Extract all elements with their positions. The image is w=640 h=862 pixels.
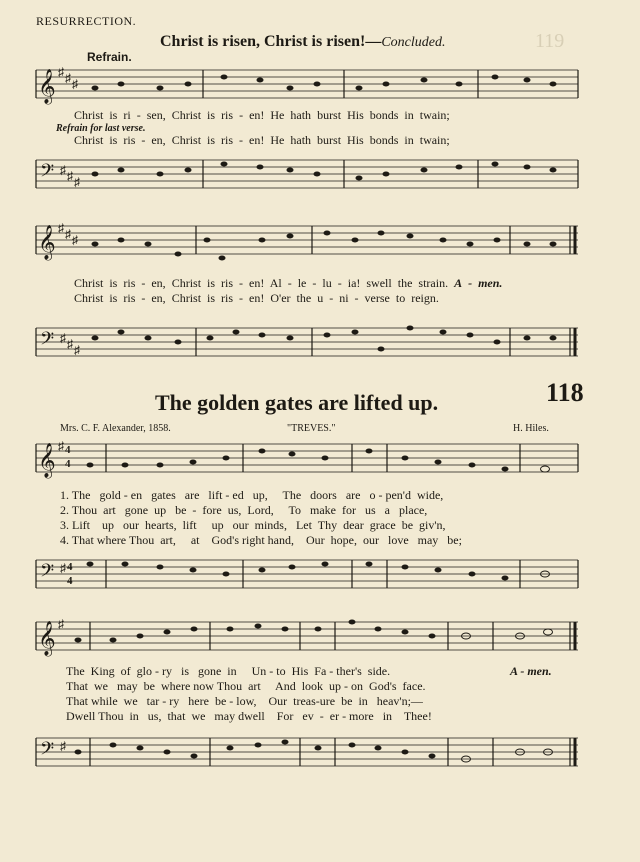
music-staff bbox=[0, 66, 640, 106]
svg-text:♯: ♯ bbox=[67, 337, 73, 351]
lyric-word: Christ bbox=[74, 133, 104, 147]
music-staff bbox=[0, 440, 640, 480]
svg-text:𝄢: 𝄢 bbox=[40, 328, 55, 353]
lyric-line bbox=[74, 291, 439, 306]
svg-text:4: 4 bbox=[67, 561, 73, 573]
lyric-word: en, bbox=[151, 133, 166, 147]
lyric-word: - bbox=[141, 291, 146, 305]
lyric-word: is bbox=[207, 108, 216, 122]
lyric-word: He bbox=[270, 133, 285, 147]
lyric-word: - bbox=[136, 108, 141, 122]
svg-text:4: 4 bbox=[65, 444, 71, 456]
lyric-word: - bbox=[239, 108, 244, 122]
section-label: RESURRECTION. bbox=[36, 14, 137, 28]
lyric-word: ris bbox=[123, 276, 136, 290]
lyric-word: en, bbox=[151, 276, 166, 290]
lyric-word: en, bbox=[151, 291, 166, 305]
music-staff bbox=[0, 150, 640, 195]
faded-page-number: 119 bbox=[535, 30, 565, 52]
svg-text:4: 4 bbox=[65, 458, 71, 470]
lyric-word: en! bbox=[249, 276, 265, 290]
lyric-word: - bbox=[312, 276, 317, 290]
svg-text:♯: ♯ bbox=[58, 221, 64, 235]
lyric-word: - bbox=[141, 133, 146, 147]
music-staff bbox=[0, 728, 640, 778]
lyric-word: en! bbox=[249, 108, 265, 122]
svg-text:𝄞: 𝄞 bbox=[38, 444, 56, 477]
lyric-word: to bbox=[395, 291, 406, 305]
svg-text:♯: ♯ bbox=[65, 227, 71, 241]
refrain-last-verse-label: Refrain for last verse. bbox=[56, 123, 146, 134]
svg-text:𝄢: 𝄢 bbox=[40, 160, 55, 185]
lyric-word: twain; bbox=[419, 133, 450, 147]
lyric-word: He bbox=[270, 108, 285, 122]
refrain-label: Refrain. bbox=[87, 50, 132, 64]
lyric-word: en! bbox=[249, 133, 265, 147]
hymn-number: 118 bbox=[546, 378, 584, 407]
svg-text:♯: ♯ bbox=[72, 233, 78, 247]
lyric-word: is bbox=[109, 108, 118, 122]
lyric-word: A bbox=[454, 276, 463, 290]
verse-line: 3. Lift up our hearts, lift up our minds, Let Thy dear grace be giv'n, bbox=[60, 518, 446, 532]
lyric-word: burst bbox=[317, 133, 342, 147]
lyric-word: Christ bbox=[171, 133, 202, 147]
lyric-word: O'er bbox=[270, 291, 291, 305]
lyric-word: - bbox=[141, 276, 146, 290]
lyric-word: is bbox=[109, 291, 118, 305]
svg-text:♯: ♯ bbox=[60, 561, 66, 575]
lyric-word: - bbox=[354, 291, 359, 305]
lyric-word: ris bbox=[123, 133, 136, 147]
svg-text:𝄞: 𝄞 bbox=[38, 70, 56, 103]
svg-text:𝄢: 𝄢 bbox=[40, 560, 55, 585]
svg-text:♯: ♯ bbox=[65, 71, 71, 85]
lyric-word: hath bbox=[290, 108, 312, 122]
lyric-word: Christ bbox=[74, 108, 104, 122]
lyric-word: le bbox=[297, 276, 307, 290]
lyric-word: - bbox=[468, 276, 473, 290]
lyric-word: the bbox=[296, 291, 312, 305]
lyric-word: burst bbox=[317, 108, 342, 122]
hymn-tune: "TREVES." bbox=[287, 423, 336, 434]
svg-text:𝄞: 𝄞 bbox=[38, 226, 56, 259]
svg-text:♯: ♯ bbox=[60, 331, 66, 345]
lyric-word: en! bbox=[249, 291, 265, 305]
svg-text:♯: ♯ bbox=[58, 65, 64, 79]
lyric-word: men. bbox=[478, 276, 503, 290]
verse-line: 4. That where Thou art, at God's right hand, Our hope, our love may be; bbox=[60, 533, 462, 547]
lyric-word: ris bbox=[221, 276, 234, 290]
hymn-composer: H. Hiles. bbox=[513, 423, 549, 434]
amen-text: A - men. bbox=[510, 664, 552, 678]
lyric-word: bonds bbox=[369, 108, 399, 122]
svg-text:♯: ♯ bbox=[60, 163, 66, 177]
lyric-word: ris bbox=[221, 291, 234, 305]
lyric-word: ris bbox=[221, 108, 234, 122]
lyric-word: - bbox=[337, 276, 342, 290]
svg-text:♯: ♯ bbox=[58, 439, 64, 453]
lyric-word: ia! bbox=[347, 276, 361, 290]
lyric-word: is bbox=[109, 133, 118, 147]
music-staff bbox=[0, 318, 640, 363]
hymn-title-top bbox=[160, 33, 445, 51]
music-staff bbox=[0, 222, 640, 267]
lyric-word: lu bbox=[322, 276, 332, 290]
lyric-word: is bbox=[207, 276, 216, 290]
lyric-word: in bbox=[404, 108, 414, 122]
lyric-word: - bbox=[329, 291, 334, 305]
hymn-author: Mrs. C. F. Alexander, 1858. bbox=[60, 423, 171, 434]
svg-text:♯: ♯ bbox=[74, 175, 80, 189]
lyric-word: u bbox=[317, 291, 324, 305]
svg-text:4: 4 bbox=[67, 575, 73, 587]
lyric-word: the bbox=[397, 276, 413, 290]
svg-text:♯: ♯ bbox=[58, 617, 64, 631]
lyric-word: in bbox=[404, 133, 414, 147]
lyric-word: twain; bbox=[419, 108, 450, 122]
svg-text:𝄢: 𝄢 bbox=[40, 738, 55, 763]
hymn-title-text: Christ is risen, Christ is risen!— bbox=[160, 33, 382, 50]
lyric-word: Christ bbox=[171, 291, 202, 305]
verse-line: Dwell Thou in us, that we may dwell For ev - er - more in Thee! bbox=[66, 709, 432, 723]
lyric-word: ni bbox=[339, 291, 349, 305]
lyric-word: verse bbox=[364, 291, 390, 305]
music-staff bbox=[0, 550, 640, 595]
lyric-line bbox=[74, 276, 502, 291]
svg-text:♯: ♯ bbox=[72, 77, 78, 91]
lyric-word: ris bbox=[221, 133, 234, 147]
lyric-line bbox=[74, 133, 450, 148]
lyric-word: is bbox=[109, 276, 118, 290]
verse-line: The King of glo - ry is gone in Un - to His Fa - ther's side. bbox=[66, 664, 391, 678]
lyric-word: hath bbox=[290, 133, 312, 147]
lyric-word: - bbox=[287, 276, 292, 290]
lyric-word: Christ bbox=[171, 276, 202, 290]
lyric-word: ris bbox=[123, 291, 136, 305]
verse-line: 1. The gold - en gates are lift - ed up, The doors are o - pen'd wide, bbox=[60, 488, 444, 502]
hymn-title-suffix: Concluded. bbox=[381, 35, 446, 50]
lyric-word: His bbox=[347, 108, 364, 122]
lyric-word: sen, bbox=[146, 108, 166, 122]
lyric-word: is bbox=[207, 291, 216, 305]
svg-text:♯: ♯ bbox=[74, 343, 80, 357]
lyric-word: - bbox=[239, 133, 244, 147]
lyric-word: Christ bbox=[171, 108, 202, 122]
verse-line: That we may be where now Thou art And look up - on God's face. bbox=[66, 679, 426, 693]
lyric-word: swell bbox=[366, 276, 392, 290]
verse-line: That while we tar - ry here be - low, Our treas-ure be in heav'n;— bbox=[66, 694, 423, 708]
lyric-word: ri bbox=[123, 108, 131, 122]
lyric-word: is bbox=[207, 133, 216, 147]
lyric-line bbox=[74, 108, 450, 123]
hymn-title: The golden gates are lifted up. bbox=[155, 390, 439, 415]
verse-line: 2. Thou art gone up be - fore us, Lord, To make for us a place, bbox=[60, 503, 428, 517]
lyric-word: Al bbox=[269, 276, 282, 290]
music-staff bbox=[0, 618, 640, 663]
lyric-word: - bbox=[239, 291, 244, 305]
svg-text:𝄞: 𝄞 bbox=[38, 622, 56, 655]
lyric-word: Christ bbox=[74, 291, 104, 305]
lyric-word: - bbox=[239, 276, 244, 290]
lyric-word: Christ bbox=[74, 276, 104, 290]
lyric-word: bonds bbox=[369, 133, 399, 147]
lyric-word: strain. bbox=[418, 276, 449, 290]
svg-text:♯: ♯ bbox=[67, 169, 73, 183]
svg-text:♯: ♯ bbox=[60, 739, 66, 753]
lyric-word: reign. bbox=[411, 291, 439, 305]
lyric-word: His bbox=[347, 133, 364, 147]
